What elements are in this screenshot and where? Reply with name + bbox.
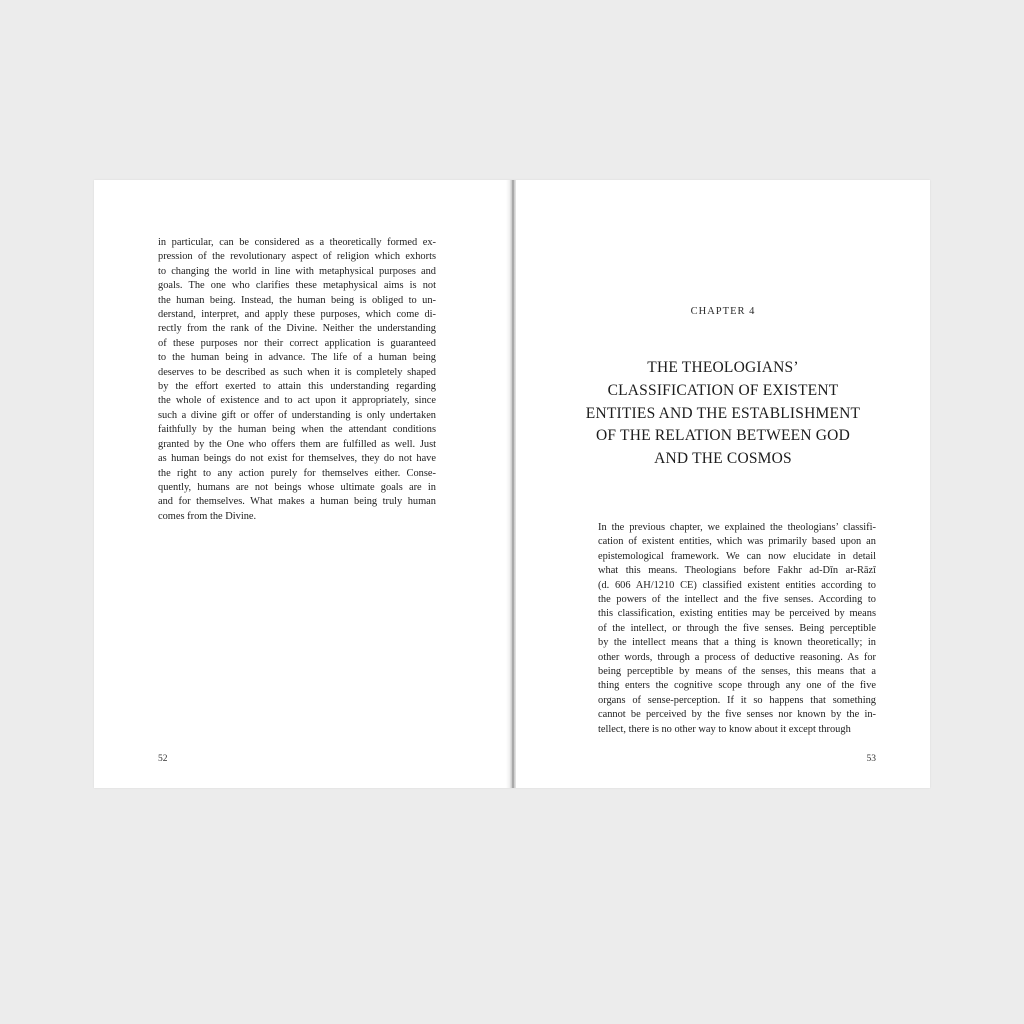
text-line: such a divine gift or offer of understanding is only undertaken (158, 409, 436, 421)
text-line: of the intellect, or through the five senses. Being perceptible (598, 622, 876, 634)
text-line: cation of existent entities, which was primarily based upon an (598, 536, 876, 548)
left-page-body (158, 236, 436, 524)
text-line: by the effort exerted to attain this understanding regarding (158, 381, 436, 393)
text-line: by the intellect means that a thing is known theoretically; in (598, 637, 876, 649)
title-line: THE THEOLOGIANS’ (647, 359, 799, 376)
text-line: (d. 606 AH/1210 CE) classified existent entities according to (598, 579, 876, 591)
text-line: in particular, can be considered as a theoretically formed ex- (158, 237, 436, 248)
right-page-body (598, 521, 876, 737)
text-line: tellect, there is no other way to know about it except through (598, 723, 851, 735)
text-line: the right to any action purely for themselves either. Conse- (158, 467, 436, 479)
chapter-title (568, 357, 878, 471)
right-page (516, 180, 930, 788)
text-line: faithfully by the human being when the attendant conditions (158, 424, 436, 436)
text-line: the human being. Instead, the human being is obliged to un- (158, 294, 436, 306)
text-line: granted by the One who offers them are fulfilled as well. Just (158, 438, 436, 450)
right-page-number: 53 (866, 754, 876, 764)
text-line: this classification, existing entities may be perceived by means (598, 608, 876, 620)
text-line: being perceptible by means of the senses, this means that a (598, 666, 876, 678)
left-page (94, 180, 512, 788)
text-line: to the human being in advance. The life of a human being (158, 352, 436, 364)
text-line: goals. The one who clarifies these metaphysical aims is not (158, 280, 436, 292)
text-line: other words, through a process of deductive reasoning. As for (598, 651, 876, 663)
text-line: derstand, interpret, and apply these purposes, which come di- (158, 309, 436, 321)
title-line: AND THE COSMOS (654, 450, 792, 468)
text-line: quently, humans are not beings whose ultimate goals are in (158, 481, 436, 493)
text-line: deserves to be described as such when it is completely shaped (158, 366, 436, 378)
text-line: pression of the revolutionary aspect of religion which exhorts (158, 251, 436, 263)
text-line: as human beings do not exist for themselves, they do not have (158, 453, 436, 465)
text-line: and for themselves. What makes a human being truly human (158, 496, 436, 508)
text-line: thing enters the cognitive scope through any one of the five (598, 680, 876, 692)
title-line: ENTITIES AND THE ESTABLISHMENT (585, 404, 861, 422)
chapter-label: CHAPTER 4 (690, 306, 756, 317)
text-line: what this means. Theologians before Fakhr ad-Dīn ar-Rāzī (598, 565, 876, 577)
left-page-number: 52 (158, 754, 168, 764)
text-line: epistemological framework. We can now elucidate in detail (598, 550, 876, 562)
text-line: organs of sense-perception. If it so happens that something (598, 694, 876, 706)
text-line: the powers of the intellect and the five senses. According to (598, 594, 876, 606)
text-line: cannot be perceived by the five senses nor known by the in- (598, 709, 876, 721)
text-line: the whole of existence and to act upon it appropriately, since (158, 395, 436, 407)
text-line: rectly from the rank of the Divine. Neither the understanding (158, 323, 436, 335)
text-line: In the previous chapter, we explained the theologians’ classifi- (598, 522, 876, 533)
text-line: comes from the Divine. (158, 510, 257, 522)
book-spread (94, 180, 930, 788)
text-line: of these purposes nor their correct application is guaranteed (158, 337, 436, 349)
text-line: to changing the world in line with metaphysical purposes and (158, 265, 436, 277)
title-line: CLASSIFICATION OF EXISTENT (607, 381, 839, 399)
title-line: OF THE RELATION BETWEEN GOD (596, 427, 850, 445)
